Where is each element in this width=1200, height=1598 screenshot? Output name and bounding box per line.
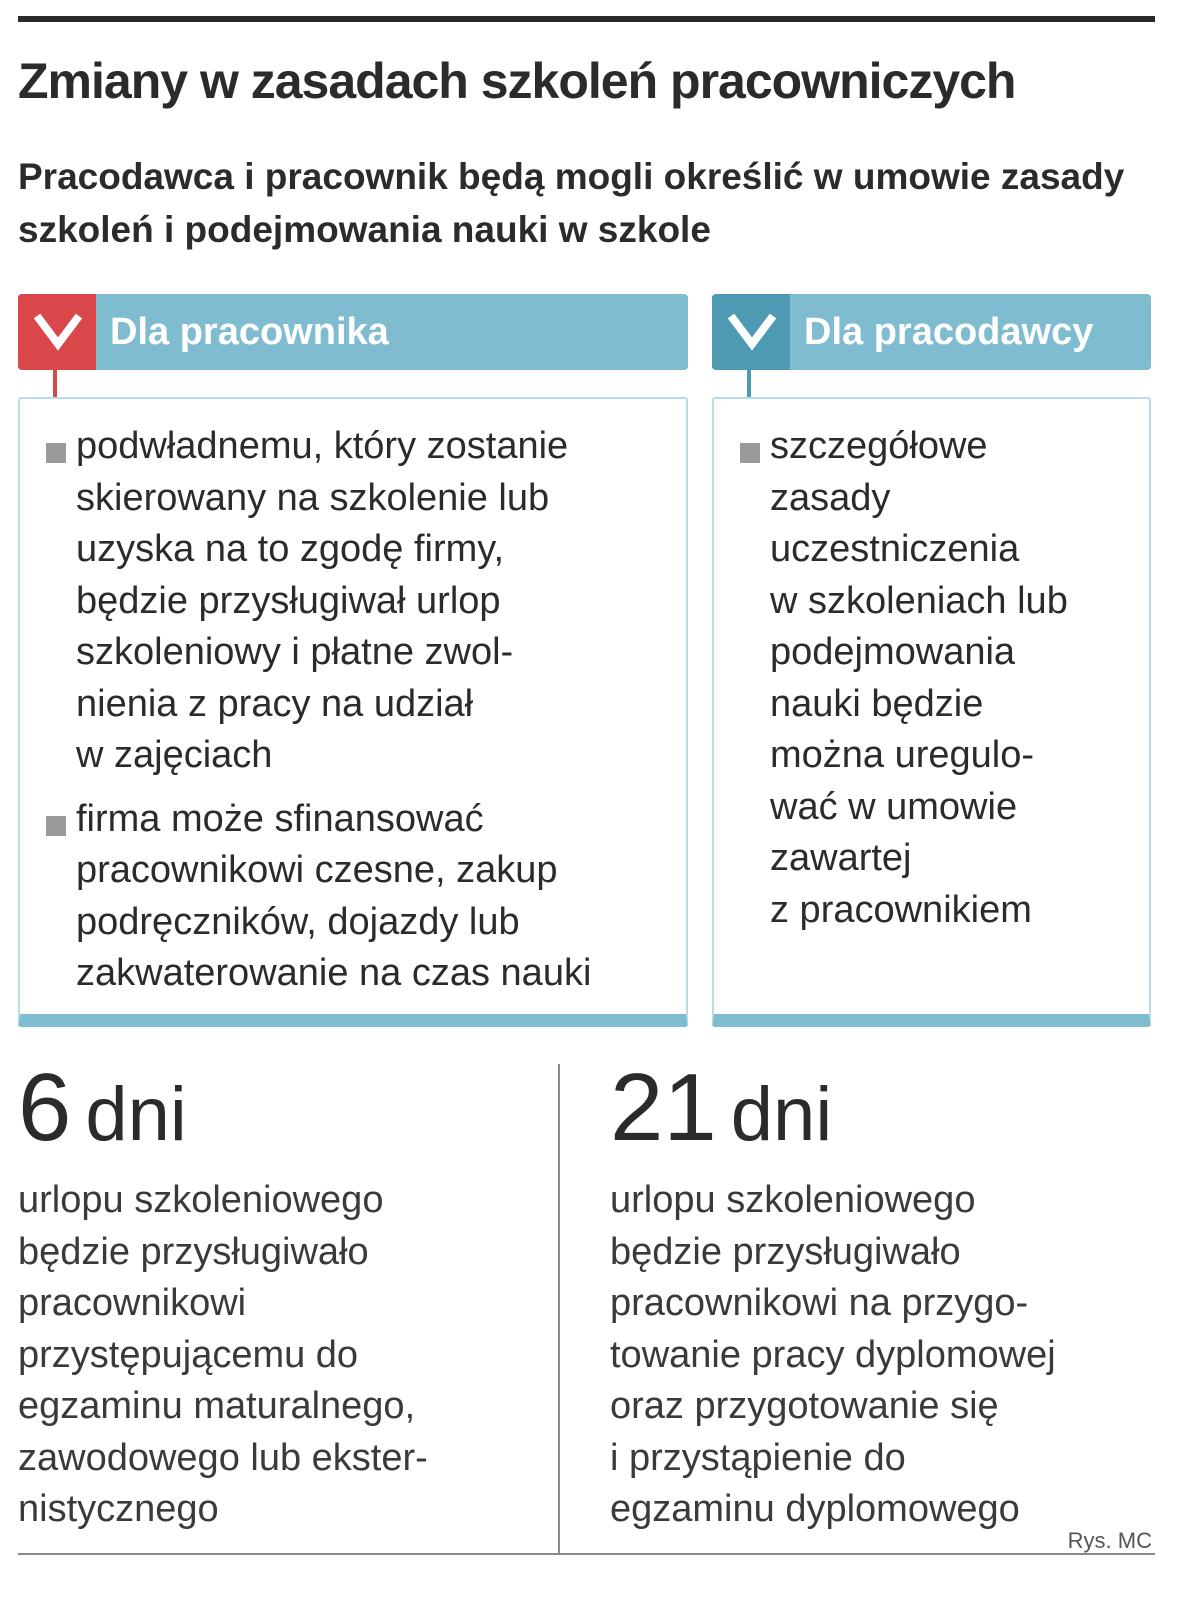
chevron-down-icon bbox=[726, 308, 778, 356]
stat-description: urlopu szkoleniowego będzie przysługiwało pracownikowi na przygo- towanie pracy dyplomowej oraz przygotowanie się i przystąpienie do egzaminu dyplomowego bbox=[610, 1179, 1056, 1530]
employee-badge bbox=[18, 294, 96, 370]
employee-bullet-list bbox=[20, 421, 686, 1000]
bullet-square-icon bbox=[46, 816, 66, 836]
employer-bullet-list bbox=[714, 421, 1149, 936]
bullet-text: firma może sfinansować pracownikowi czesne, zakup podręczników, dojazdy lub zakwaterowanie na czas nauki bbox=[76, 797, 592, 994]
employer-connector bbox=[747, 370, 751, 398]
employee-header-label: Dla pracownika bbox=[110, 311, 389, 353]
employer-header-label: Dla pracodawcy bbox=[804, 311, 1094, 353]
employer-panel-header bbox=[712, 294, 1151, 370]
stat-unit: dni bbox=[85, 1072, 187, 1157]
employee-panel-body bbox=[18, 397, 688, 1027]
list-item bbox=[20, 794, 686, 1000]
stat-left-figure bbox=[18, 1054, 538, 1165]
stat-right bbox=[610, 1054, 1155, 1536]
bottom-rule bbox=[18, 1553, 1155, 1555]
bullet-text: szczegółowe zasady uczestniczenia w szkoleniach lub podejmowania nauki będzie można uregulo- wać w umowie zawartej z pracownikiem bbox=[770, 425, 1068, 931]
employer-badge bbox=[712, 294, 790, 370]
stat-right-figure bbox=[610, 1054, 1155, 1165]
stats-divider bbox=[558, 1064, 560, 1554]
stat-description: urlopu szkoleniowego będzie przysługiwało pracownikowi przystępującemu do egzaminu maturalnego, zawodowego lub ekster- nistycznego bbox=[18, 1179, 428, 1530]
chevron-down-icon bbox=[32, 308, 84, 356]
bullet-square-icon bbox=[46, 443, 66, 463]
stat-left bbox=[18, 1054, 538, 1536]
credit: Rys. MC bbox=[1067, 1528, 1152, 1553]
list-item bbox=[20, 421, 686, 782]
stat-unit: dni bbox=[730, 1072, 833, 1157]
page-subtitle: Pracodawca i pracownik będą mogli określić w umowie zasady szkoleń i podejmowania nauki w szkole bbox=[18, 156, 1125, 250]
employee-panel-header bbox=[18, 294, 688, 370]
list-item bbox=[714, 421, 1149, 936]
employer-panel-body bbox=[712, 397, 1151, 1027]
bullet-text: podwładnemu, który zostanie skierowany na szkolenie lub uzyska na to zgodę firmy, będzie przysługiwał urlop szkoleniowy i płatne zwol- nienia z pracy na udział w zajęciach bbox=[76, 425, 569, 776]
stat-number: 6 bbox=[18, 1054, 72, 1161]
employee-connector bbox=[53, 370, 57, 398]
top-rule bbox=[18, 16, 1155, 22]
bullet-square-icon bbox=[740, 443, 760, 463]
stat-number: 21 bbox=[610, 1054, 717, 1161]
page-title: Zmiany w zasadach szkoleń pracowniczych bbox=[18, 53, 1016, 109]
